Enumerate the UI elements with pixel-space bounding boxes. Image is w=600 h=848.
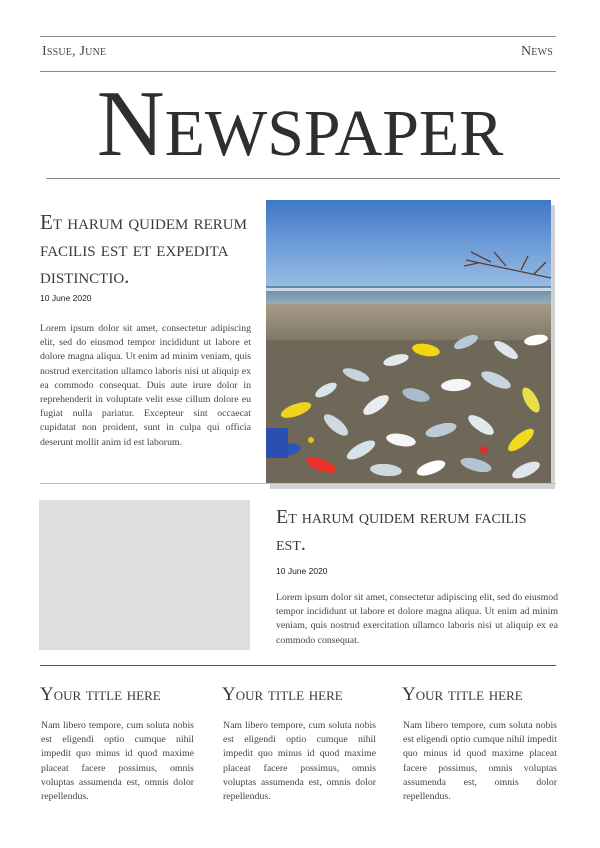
masthead-top-rule: [40, 36, 556, 37]
column3-title: Your title here: [402, 684, 523, 705]
column1-title: Your title here: [40, 684, 161, 705]
beach-plastic-photo: [266, 200, 551, 484]
article2-headline: Et harum quidem rerum facilis est.: [276, 506, 527, 555]
image-placeholder: [39, 500, 250, 650]
masthead-bottom-rule: [46, 178, 560, 179]
column2-body: Nam libero tempore, cum soluta nobis est eligendi optio cumque nihil impedit quo minus id quod maxime placeat facere possimus, omnis voluptas assumenda est, omnis dolor repellendus.: [223, 720, 376, 803]
article2-body: Lorem ipsum dolor sit amet, consectetur adipiscing elit, sed do eiusmod tempor incididunt ut labore et dolore magna aliqua. Ut enim ad minim veniam, quis nostrud exercitation ullamco laboris nisi ut aliquip ex ea commodo consequat.: [276, 592, 558, 646]
column1-body: Nam libero tempore, cum soluta nobis est eligendi optio cumque nihil impedit quo minus id quod maxime placeat facere possimus, omnis voluptas assumenda est, omnis dolor repellendus.: [41, 720, 194, 803]
article1-date: 10 June 2020: [40, 293, 92, 303]
newspaper-title: Newspaper: [96, 72, 504, 176]
section-label: News: [520, 44, 553, 59]
issue-label: Issue, June: [42, 44, 107, 59]
section-divider: [40, 483, 556, 484]
column2-title: Your title here: [222, 684, 343, 705]
article1-body: Lorem ipsum dolor sit amet, consectetur adipiscing elit, sed do eiusmod tempor incididunt ut labore et dolore magna aliqua. Ut enim ad minim veniam, quis nostrud exercitation ullamco laboris nisi ut aliquip ex ea commodo consequat. Duis aute irure dolor in reprehenderit in voluptate velit esse cillum dolore eu fugiat nulla pariatur. Excepteur sint occaecat cupidatat non proident, sunt in culpa qui officia deserunt mollit anim id est laborum.: [40, 323, 251, 448]
columns-top-rule: [40, 665, 556, 666]
article1-headline: Et harum quidem rerum facilis est et expedita distinctio.: [40, 210, 247, 288]
column3-body: Nam libero tempore, cum soluta nobis est eligendi optio cumque nihil impedit quo minus id quod maxime placeat facere possimus, omnis voluptas assumenda est, omnis dolor repellendus.: [403, 720, 557, 803]
article2-date: 10 June 2020: [276, 566, 328, 576]
